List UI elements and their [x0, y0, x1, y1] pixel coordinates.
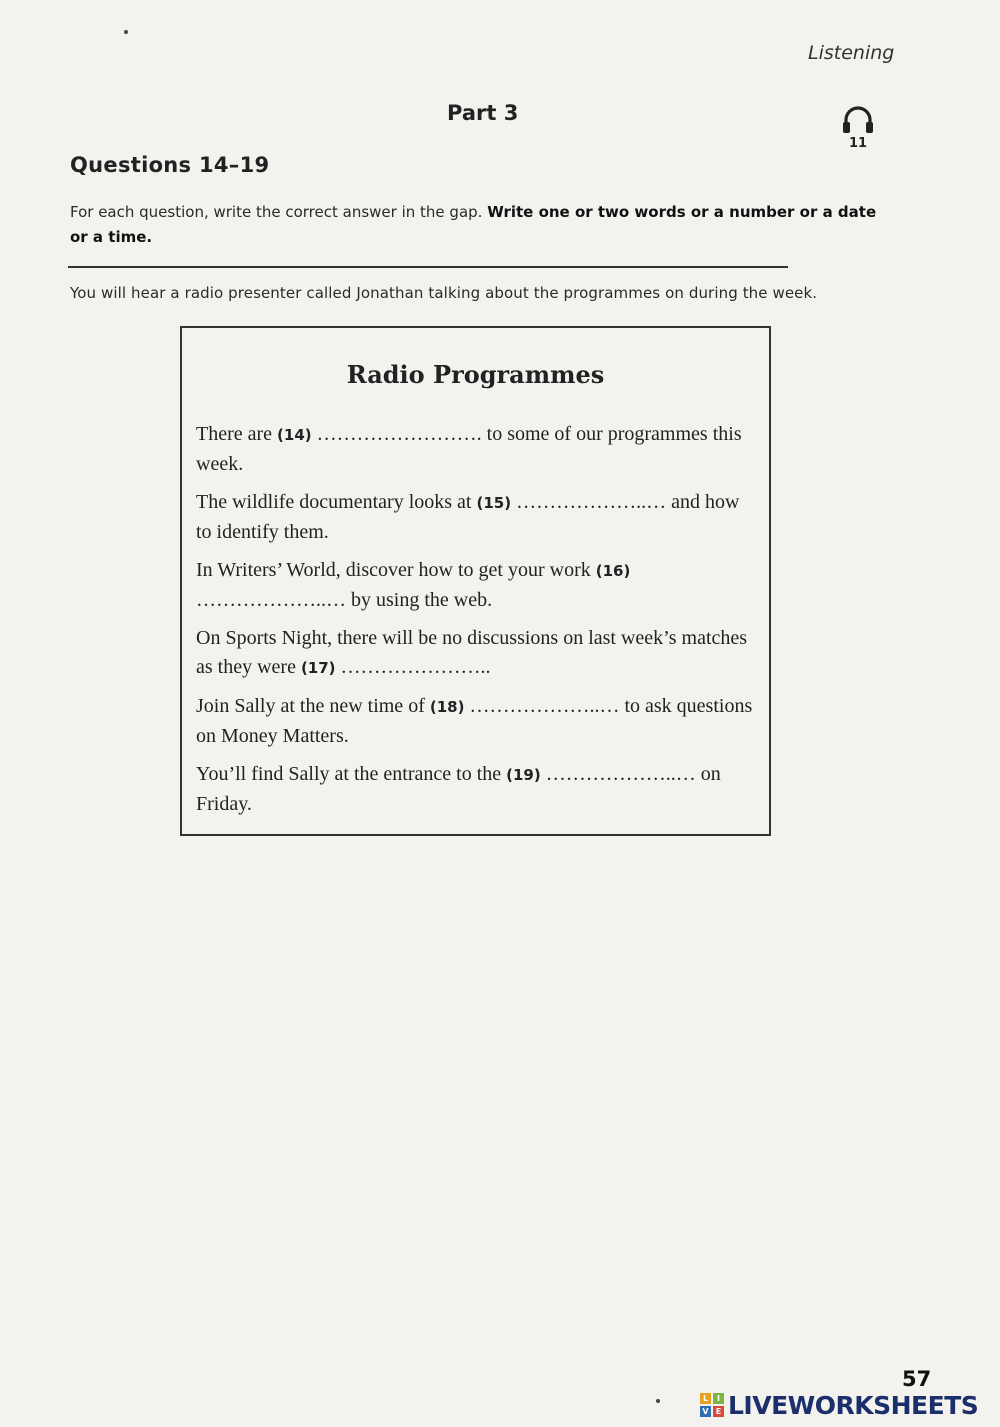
question-number: (16)	[595, 562, 631, 580]
item-text-after: and how to identify them.	[196, 491, 740, 543]
question-number: (17)	[300, 659, 336, 677]
logo-cell: L	[700, 1393, 711, 1404]
part-title: Part 3	[447, 101, 519, 125]
gap-fill-list	[196, 420, 756, 828]
questions-title: Questions 14–19	[70, 153, 270, 177]
logo-cell: V	[700, 1406, 711, 1417]
audio-track-marker	[838, 100, 878, 156]
answer-gap-18[interactable]: ………………..…	[464, 695, 625, 717]
headphones-icon	[838, 100, 878, 138]
answer-gap-16[interactable]: ………………..…	[196, 589, 351, 611]
item-text-before: In Writers’ World, discover how to get your work	[196, 559, 596, 581]
item-text-before: Join Sally at the new time of	[196, 695, 430, 717]
section-label: Listening	[808, 42, 895, 64]
gap-fill-item-18	[196, 692, 756, 751]
gap-fill-item-14	[196, 420, 756, 479]
instructions	[70, 200, 890, 250]
answer-gap-14[interactable]: …………………….	[311, 423, 487, 445]
item-text-before: You’ll find Sally at the entrance to the	[196, 763, 507, 785]
task-intro: You will hear a radio presenter called Jonathan talking about the programmes on during the week.	[70, 284, 818, 302]
brand-name: LIVEWORKSHEETS	[728, 1390, 979, 1420]
gap-fill-item-19	[196, 760, 756, 819]
scan-speck	[124, 30, 128, 34]
instructions-text: For each question, write the correct answer in the gap.	[70, 203, 488, 221]
liveworksheets-watermark	[700, 1390, 978, 1420]
item-text-after: on Friday.	[196, 763, 721, 815]
gap-fill-item-15	[196, 488, 756, 547]
question-number: (14)	[277, 426, 312, 444]
liveworksheets-logo-icon	[700, 1393, 724, 1417]
answer-gap-15[interactable]: ………………..…	[511, 491, 672, 513]
logo-cell: I	[713, 1393, 724, 1404]
question-number: (15)	[476, 494, 512, 512]
gap-fill-item-16	[196, 556, 756, 615]
item-text-before: On Sports Night, there will be no discussions on last week’s matches as they were	[196, 627, 748, 678]
question-number: (18)	[429, 698, 465, 716]
instructions-emphasis: Write one or two words or a number or a date or a time.	[70, 203, 877, 246]
scan-speck	[656, 1399, 660, 1403]
logo-cell: E	[713, 1406, 724, 1417]
item-text-before: There are	[196, 423, 278, 445]
gap-fill-item-17	[196, 624, 756, 683]
answer-gap-17[interactable]: …………………..	[335, 656, 491, 678]
item-text-before: The wildlife documentary looks at	[196, 491, 477, 513]
item-text-after: by using the web.	[351, 589, 493, 611]
page-number: 57	[902, 1367, 932, 1391]
audio-track-number: 11	[848, 136, 868, 151]
answer-gap-19[interactable]: ………………..…	[540, 763, 701, 785]
question-number: (19)	[506, 766, 541, 784]
box-title: Radio Programmes	[346, 360, 605, 389]
item-text-after: to some of our programmes this week.	[196, 423, 742, 475]
item-text-after: to ask questions on Money Matters.	[196, 695, 753, 747]
divider	[68, 266, 788, 268]
radio-programmes-box	[180, 326, 771, 836]
